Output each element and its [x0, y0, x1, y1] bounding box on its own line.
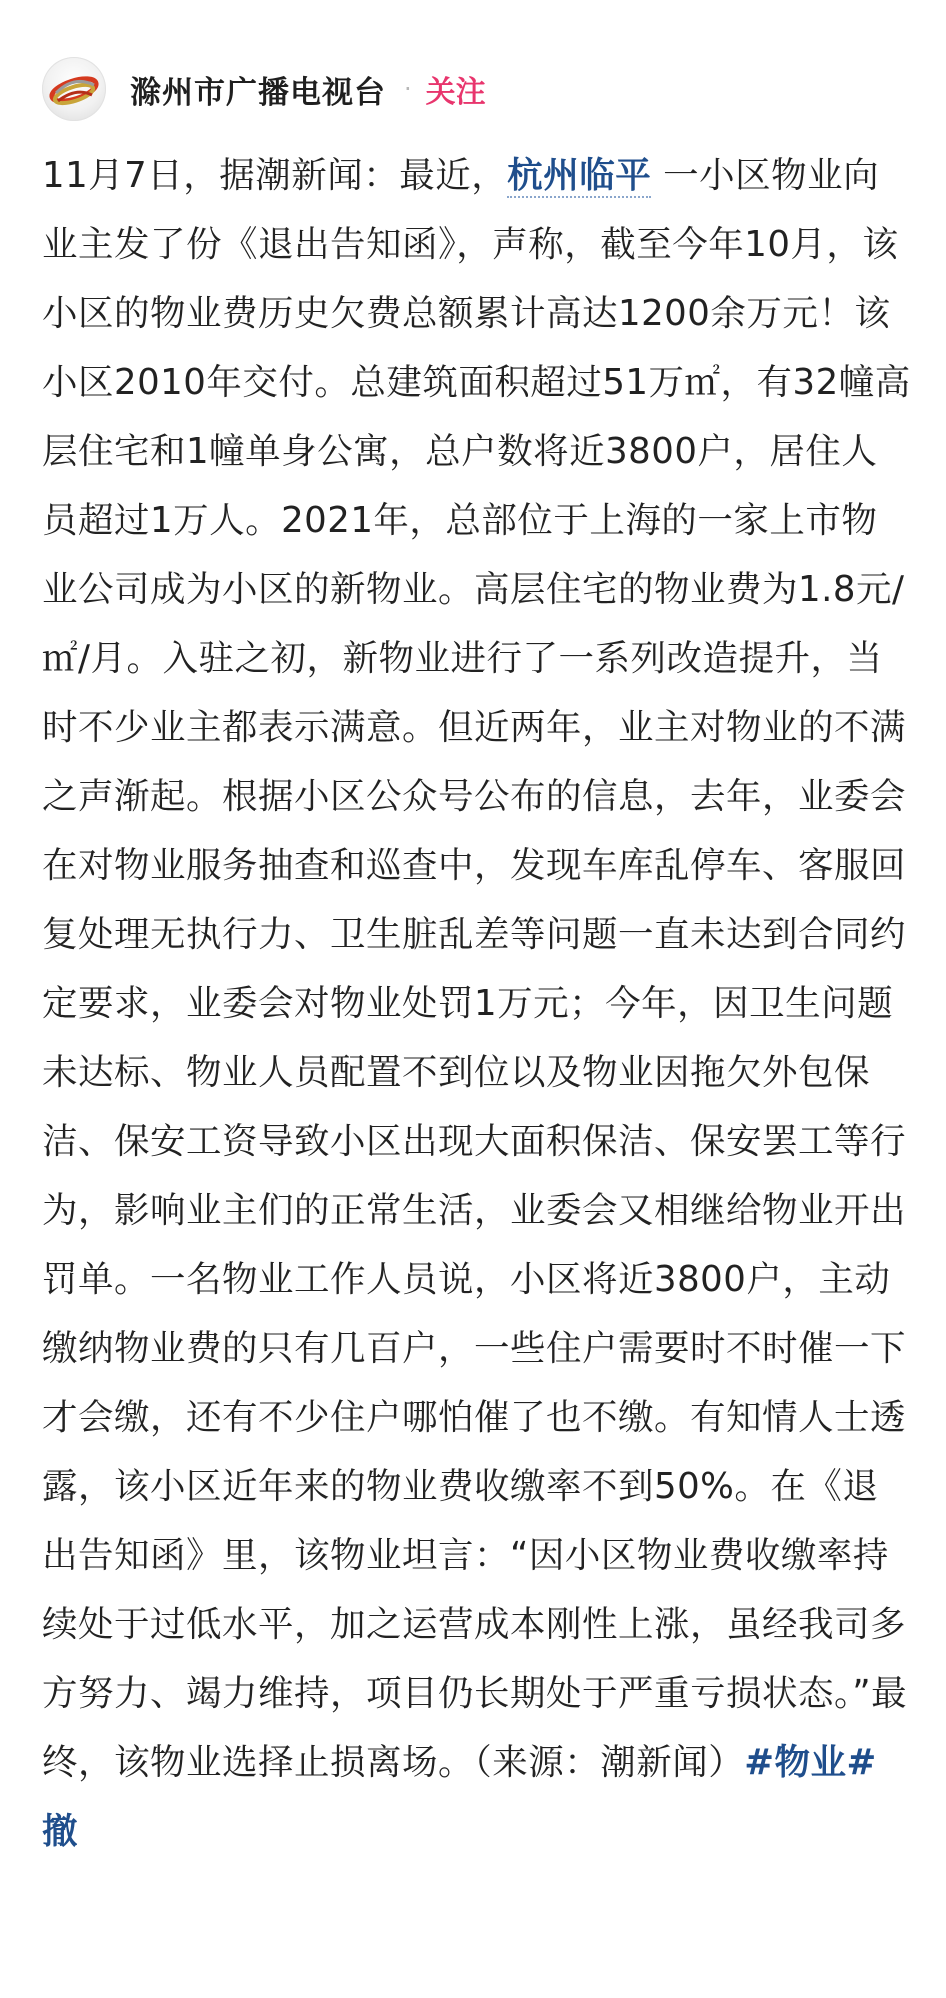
author-avatar[interactable] — [42, 57, 106, 121]
post-header — [42, 55, 486, 123]
station-logo-icon — [42, 57, 106, 121]
hashtag-property[interactable]: #物业 — [744, 1742, 847, 1783]
article-body — [42, 141, 912, 1866]
author-name[interactable]: 滁州市广播电视台 — [130, 74, 386, 111]
location-topic-link[interactable]: 杭州临平 — [507, 155, 652, 196]
hashtag-truncated[interactable]: #撤 — [42, 1742, 877, 1852]
follow-button[interactable]: 关注 — [425, 75, 486, 110]
article-text-intro: 11月7日，据潮新闻：最近， — [42, 155, 508, 196]
separator-dot: · — [404, 75, 412, 103]
article-text-main: 一小区物业向业主发了份《退出告知函》，声称，截至今年10月，该小区的物业费历史欠费总额累计高达1200余万元！该小区2010年交付。总建筑面积超过51万㎡，有32幢高层住宅和1幢单身公寓，总户数将近3800户，居住人员超过1万人。2021年，总部位于上海的一家上市物业公司成为小区的新物业。高层住宅的物业费为1.8元/㎡/月。入驻之初，新物业进行了一系列改造提升，当时不少业主都表示满意。但近两年，业主对物业的不满之声渐起。根据小区公众号公布的信息，去年，业委会在对物业服务抽查和巡查中，发现车库乱停车、客服回复处理无执行力、卫生脏乱差等问题一直未达到合同约定要求，业委会对物业处罚1万元；今年，因卫生问题未达标、物业人员配置不到位以及物业因拖欠外包保洁、保安工资导致小区出现大面积保洁、保安罢工等行为，影响业主们的正常生活，业委会又相继给物业开出罚单。一名物业工作人员说，小区将近3800户，主动缴纳物业费的只有几百户，一些住户需要时不时催一下才会缴，还有不少住户哪怕催了也不缴。有知情人士透露，该小区近年来的物业费收缴率不到50%。在《退出告知函》里，该物业坦言：“因小区物业费收缴率持续处于过低水平，加之运营成本刚性上涨，虽经我司多方努力、竭力维持，项目仍长期处于严重亏损状态。”最终，该物业选择止损离场。（来源：潮新闻） — [42, 155, 911, 1783]
